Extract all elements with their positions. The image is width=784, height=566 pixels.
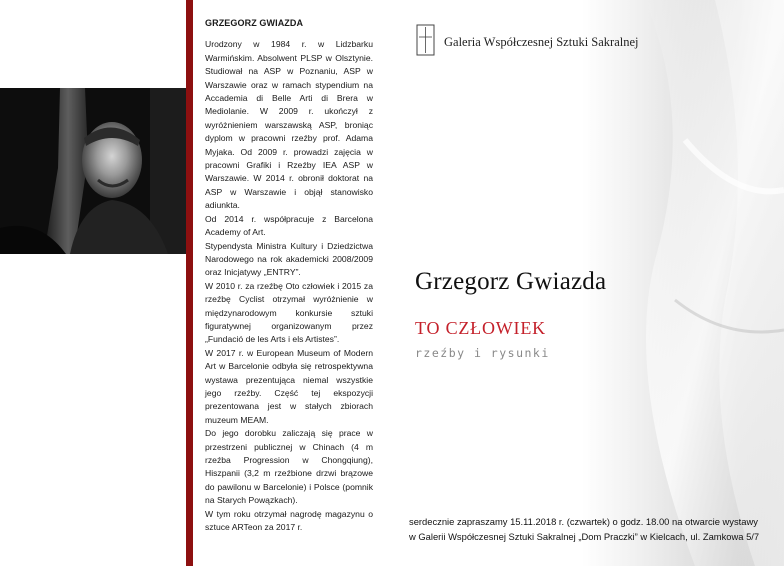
bio-paragraph: W tym roku otrzymał nagrodę magazynu o sztuce ARTeon za 2017 r. — [205, 508, 373, 533]
invitation-text — [409, 514, 781, 544]
red-accent-bar — [186, 0, 193, 566]
gallery-name: Galeria Współczesnej Sztuki Sakralnej — [444, 35, 639, 49]
bio-paragraph: W 2010 r. za rzeźbę Oto człowiek i 2015 za rzeźbę Cyclist otrzymał wyróżnienie w międzynarodowym konkursie sztuki figuratywnej organizowanym przez „Fundació de les Arts i els Artistes”. — [205, 280, 373, 345]
bio-heading: GRZEGORZ GWIAZDA — [205, 18, 304, 28]
bio-paragraph: Od 2014 r. współpracuje z Barcelona Academy of Art. — [205, 213, 373, 238]
bio-paragraph: Stypendysta Ministra Kultury i Dziedzictwa Narodowego na rok akademicki 2008/2009 oraz Inicjatywy „ENTRY”. — [205, 240, 373, 278]
artist-portrait-image — [0, 88, 193, 254]
invitation-line: serdecznie zapraszamy 15.11.2018 r. (czwartek) o godz. 18.00 na otwarcie wystawy — [409, 516, 758, 527]
artist-biography — [205, 17, 373, 534]
artist-name: Grzegorz Gwiazda — [415, 268, 607, 295]
exhibition-subtitle: rzeźby i rysunki — [415, 346, 550, 360]
invitation-line: w Galerii Współczesnej Sztuki Sakralnej „Dom Praczki” w Kielcach, ul. Zamkowa 5/7 — [409, 531, 760, 542]
bio-paragraph: W 2017 r. w European Museum of Modern Art w Barcelonie odbyła się retrospektywna wystawa prezentująca niemal wszystkie jego rzeźby. Część tej ekspozycji prezentowana jest w stałych zbiorach muzeum MEAM. — [205, 347, 373, 425]
bio-paragraph: Urodzony w 1984 r. w Lidzbarku Warmińskim. Absolwent PLSP w Olsztynie. Studiował na ASP w Poznaniu, ASP w Warszawie oraz w ramach stypendium na Accademia di Belle Arti di Brera w Mediolanie. W 2009 r. ukończył z wyróżnieniem warszawską ASP, broniąc dyplom w pracowni rzeźby prof. Adama Myjaka. Od 2009 r. prowadzi zajęcia w pracowni Grafiki i Rzeźby IEA ASP w Warszawie. W 2014 r. obronił doktorat na ASP w Warszawie i objął stanowisko adiunkta. — [205, 39, 373, 211]
right-panel — [395, 0, 784, 566]
bio-paragraph: Do jego dorobku zaliczają się prace w przestrzeni publicznej w Chinach (4 m rzeźba Progression w Chongqiung), Hiszpanii (3,2 m rzeźbione drzwi brązowe do pawilonu w Barcelonie) i Polsce (pomnik na Starych Powązkach). — [205, 428, 373, 506]
exhibition-title: TO CZŁOWIEK — [415, 318, 546, 338]
artist-photo — [0, 88, 193, 254]
